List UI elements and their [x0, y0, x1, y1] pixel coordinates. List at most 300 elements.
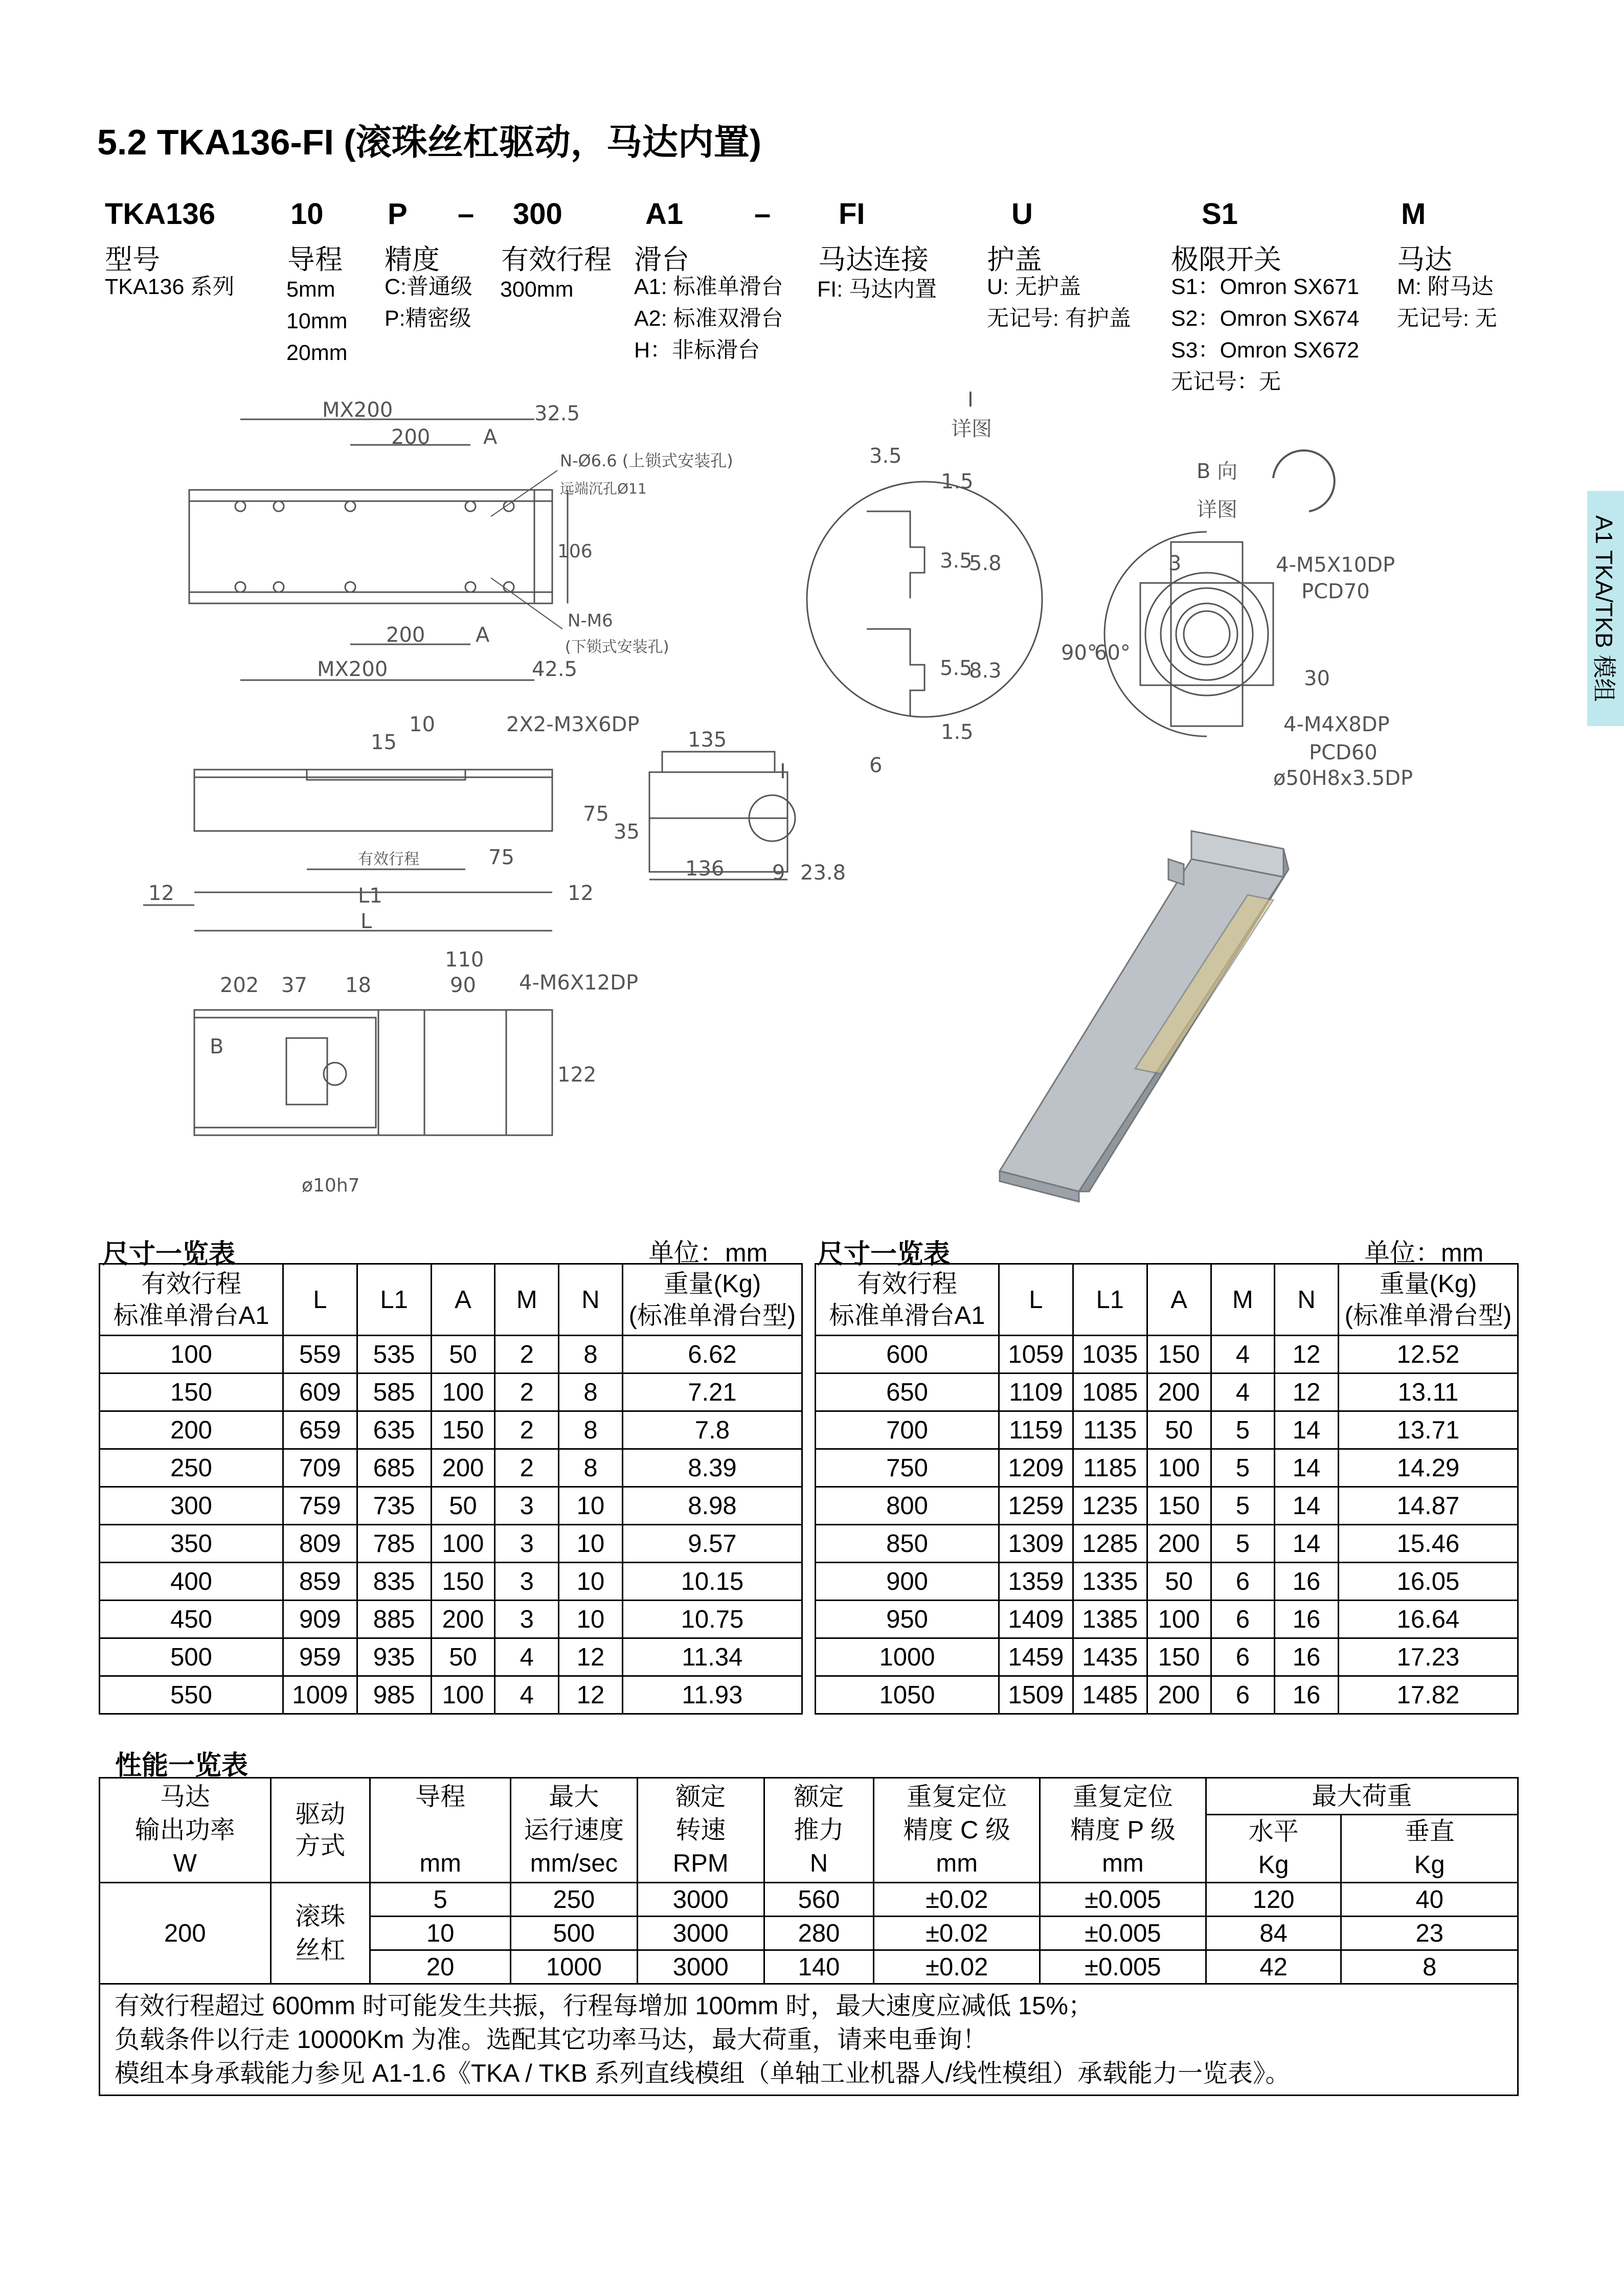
header-lead: 导程 mm	[370, 1778, 511, 1883]
cell-l: 1209	[999, 1449, 1073, 1487]
cell-n: 14	[1275, 1449, 1339, 1487]
cell-weight: 17.23	[1338, 1638, 1518, 1676]
cell-l: 959	[283, 1638, 357, 1676]
code-dash-1: –	[458, 197, 475, 231]
cell-l1: 1035	[1073, 1336, 1147, 1374]
dim-135: 135	[688, 728, 727, 752]
code-model: TKA136	[105, 197, 215, 231]
cell-weight: 10.15	[622, 1563, 802, 1601]
cell-l1: 685	[357, 1449, 431, 1487]
cell-n: 16	[1275, 1601, 1339, 1638]
cell-repeatability-p: ±0.005	[1040, 1883, 1206, 1917]
cell-l1: 585	[357, 1374, 431, 1411]
caption-motor: 马达	[1397, 244, 1452, 275]
cell-stroke: 200	[100, 1411, 283, 1449]
motor-power-value: 200	[100, 1883, 271, 1984]
dimension-row	[816, 1336, 1518, 1374]
note-n-hole-top: N-Ø6.6 (上锁式安装孔)	[560, 451, 733, 470]
cell-l: 1009	[283, 1676, 357, 1714]
cell-l1: 1135	[1073, 1411, 1147, 1449]
code-motor-connection: FI	[839, 197, 865, 231]
cell-m: 4	[1211, 1374, 1275, 1411]
dim-12-left: 12	[148, 882, 174, 905]
performance-table	[99, 1777, 1519, 2096]
code-motor: M	[1401, 197, 1426, 231]
cell-weight: 17.82	[1338, 1676, 1518, 1714]
code-dash-2: –	[754, 197, 771, 231]
cell-l: 709	[283, 1449, 357, 1487]
cell-l: 1459	[999, 1638, 1073, 1676]
cell-stroke: 350	[100, 1525, 283, 1563]
cell-weight: 9.57	[622, 1525, 802, 1563]
header-l1: L1	[357, 1264, 431, 1336]
angle-90: 90°	[1061, 641, 1097, 665]
cell-a: 200	[431, 1449, 495, 1487]
header-l: L	[999, 1264, 1073, 1336]
cell-horizontal-load: 84	[1206, 1917, 1341, 1950]
cell-l: 809	[283, 1525, 357, 1563]
cell-repeatability-c: ±0.02	[874, 1883, 1040, 1917]
dim-106: 106	[557, 541, 593, 562]
note-bore: ø50H8x3.5DP	[1273, 767, 1413, 790]
label-effective-stroke: 有效行程	[358, 850, 419, 868]
cell-m: 5	[1211, 1411, 1275, 1449]
cell-weight: 7.21	[622, 1374, 802, 1411]
dimension-row	[816, 1487, 1518, 1525]
cell-thrust: 560	[764, 1883, 874, 1917]
dim-32-5: 32.5	[534, 402, 580, 425]
cell-l1: 635	[357, 1411, 431, 1449]
cell-l: 859	[283, 1563, 357, 1601]
cell-weight: 14.87	[1338, 1487, 1518, 1525]
cell-a: 100	[431, 1676, 495, 1714]
performance-row-5	[100, 1883, 1518, 1917]
cell-l1: 1285	[1073, 1525, 1147, 1563]
performance-notes-row	[100, 1984, 1518, 2096]
dim-75-end: 75	[583, 802, 609, 826]
options-slider: A1: 标准单滑台 A2: 标准双滑台 H：非标滑台	[634, 275, 783, 363]
cell-repeatability-p: ±0.005	[1040, 1950, 1206, 1984]
cell-rpm: 3000	[637, 1883, 764, 1917]
cell-l1: 835	[357, 1563, 431, 1601]
page-title: 5.2 TKA136-FI (滚珠丝杠驱动，马达内置)	[97, 122, 761, 162]
cell-repeatability-c: ±0.02	[874, 1950, 1040, 1984]
cell-l: 559	[283, 1336, 357, 1374]
top-view-drawing	[189, 419, 568, 680]
dimension-row	[816, 1563, 1518, 1601]
cell-thrust: 140	[764, 1950, 874, 1984]
cell-n: 14	[1275, 1525, 1339, 1563]
cell-stroke: 850	[816, 1525, 999, 1563]
cell-l: 659	[283, 1411, 357, 1449]
note-pcd60: PCD60	[1309, 741, 1378, 764]
dimension-row	[100, 1336, 802, 1374]
dim-3: 3	[1168, 552, 1182, 575]
cell-repeatability-p: ±0.005	[1040, 1917, 1206, 1950]
cell-a: 150	[431, 1563, 495, 1601]
detail-i-drawing	[807, 482, 1042, 717]
cell-m: 3	[495, 1525, 559, 1563]
dimension-row	[816, 1638, 1518, 1676]
dimension-row	[100, 1449, 802, 1487]
options-model: TKA136 系列	[105, 275, 235, 299]
dimension-row	[816, 1411, 1518, 1449]
header-l: L	[283, 1264, 357, 1336]
dimension-row	[100, 1487, 802, 1525]
cell-l1: 885	[357, 1601, 431, 1638]
dim-6: 6	[869, 754, 883, 777]
note-n-hole-bottom: (下锁式安装孔)	[565, 638, 669, 656]
cell-lead: 5	[370, 1883, 511, 1917]
header-rated-thrust: 额定 推力 N	[764, 1778, 874, 1883]
header-weight: 重量(Kg) (标准单滑台型)	[1338, 1264, 1518, 1336]
cell-stroke: 100	[100, 1336, 283, 1374]
options-motor-connection: FI: 马达内置	[817, 277, 937, 302]
cell-n: 12	[1275, 1374, 1339, 1411]
cell-n: 16	[1275, 1638, 1339, 1676]
dim-9: 9	[772, 861, 785, 885]
options-limit-switch: S1：Omron SX671 S2：Omron SX674 S3：Omron SX672 无记号：无	[1171, 275, 1360, 394]
detail-b-caption: 详图	[1197, 498, 1237, 522]
caption-stroke: 有效行程	[501, 244, 612, 275]
note-capacity-reference: 模组本身承载能力参见 A1-1.6《TKA / TKB 系列直线模组（单轴工业机器人/线性模组）承载能力一览表》。	[115, 2059, 1291, 2087]
cell-stroke: 750	[816, 1449, 999, 1487]
cell-m: 5	[1211, 1449, 1275, 1487]
cell-m: 4	[495, 1638, 559, 1676]
cell-stroke: 950	[816, 1601, 999, 1638]
note-m4-holes: 4-M4X8DP	[1283, 713, 1390, 736]
cell-weight: 16.05	[1338, 1563, 1518, 1601]
dim-30: 30	[1304, 667, 1330, 690]
header-max-load: 最大荷重	[1206, 1778, 1518, 1815]
cell-m: 2	[495, 1374, 559, 1411]
cell-max-speed: 250	[510, 1883, 637, 1917]
cell-l: 1359	[999, 1563, 1073, 1601]
cell-m: 6	[1211, 1601, 1275, 1638]
header-horizontal: 水平 Kg	[1206, 1815, 1341, 1883]
cell-l: 909	[283, 1601, 357, 1638]
cell-stroke: 400	[100, 1563, 283, 1601]
cell-m: 4	[495, 1676, 559, 1714]
dimension-table-right	[815, 1263, 1519, 1715]
drive-type-value: 滚珠 丝杠	[270, 1883, 370, 1984]
cell-n: 16	[1275, 1563, 1339, 1601]
cell-a: 200	[1147, 1676, 1211, 1714]
dim-mx200-bottom: MX200	[317, 658, 388, 681]
cell-n: 8	[559, 1411, 623, 1449]
cell-n: 8	[559, 1449, 623, 1487]
code-stroke: 300	[513, 197, 562, 231]
cell-n: 12	[559, 1638, 623, 1676]
cell-l1: 785	[357, 1525, 431, 1563]
cell-thrust: 280	[764, 1917, 874, 1950]
cell-max-speed: 500	[510, 1917, 637, 1950]
dim-3-5-side: 3.5	[940, 549, 973, 573]
cell-vertical-load: 23	[1341, 1917, 1518, 1950]
dim-42-5: 42.5	[532, 658, 578, 681]
cell-l1: 1185	[1073, 1449, 1147, 1487]
cell-rpm: 3000	[637, 1950, 764, 1984]
caption-cover: 护盖	[987, 244, 1042, 275]
dimension-row	[816, 1525, 1518, 1563]
dim-l1: L1	[358, 884, 382, 908]
cell-m: 2	[495, 1411, 559, 1449]
dimension-row	[100, 1638, 802, 1676]
cell-stroke: 800	[816, 1487, 999, 1525]
dimension-row	[816, 1601, 1518, 1638]
cell-weight: 10.75	[622, 1601, 802, 1638]
dim-110: 110	[445, 948, 484, 972]
cell-m: 6	[1211, 1563, 1275, 1601]
dim-l: L	[360, 910, 372, 933]
options-lead: 5mm 10mm 20mm	[286, 277, 348, 365]
note-load-condition: 负载条件以行走 10000Km 为准。选配其它功率马达，最大荷重，请来电垂询！	[115, 2025, 987, 2054]
cell-weight: 8.39	[622, 1449, 802, 1487]
detail-b-label: B 向	[1197, 460, 1238, 483]
cell-l1: 1235	[1073, 1487, 1147, 1525]
header-m: M	[495, 1264, 559, 1336]
cell-lead: 20	[370, 1950, 511, 1984]
cell-a: 150	[1147, 1336, 1211, 1374]
header-motor-power: 马达 输出功率 W	[100, 1778, 271, 1883]
dim-10: 10	[409, 713, 435, 736]
cell-l1: 985	[357, 1676, 431, 1714]
note-n-m6: N-M6	[568, 611, 613, 631]
cell-stroke: 1000	[816, 1638, 999, 1676]
dimension-header-row	[816, 1264, 1518, 1336]
product-3d-render	[1000, 831, 1289, 1202]
cell-repeatability-c: ±0.02	[874, 1917, 1040, 1950]
code-lead: 10	[290, 197, 324, 231]
dim-3-5-top: 3.5	[869, 444, 902, 468]
cell-l1: 1485	[1073, 1676, 1147, 1714]
caption-limit-switch: 极限开关	[1171, 244, 1281, 275]
code-cover: U	[1011, 197, 1033, 231]
dimension-header-row	[100, 1264, 802, 1336]
cell-horizontal-load: 120	[1206, 1883, 1341, 1917]
caption-lead: 导程	[287, 244, 343, 275]
detail-i-label: I	[967, 388, 974, 412]
angle-60: 60°	[1094, 641, 1131, 665]
bottom-view-drawing	[194, 1010, 552, 1135]
cell-n: 10	[559, 1601, 623, 1638]
cell-a: 50	[1147, 1563, 1211, 1601]
note-m6-holes: 4-M6X12DP	[519, 971, 639, 995]
cell-a: 200	[431, 1601, 495, 1638]
code-limit-switch: S1	[1202, 197, 1238, 231]
options-motor: M: 附马达 无记号: 无	[1397, 275, 1497, 331]
cell-a: 50	[431, 1638, 495, 1676]
dimension-table-label: 尺寸一览表	[102, 1240, 236, 1269]
cell-m: 3	[495, 1487, 559, 1525]
dimension-table-unit-right: 单位：mm	[1364, 1239, 1484, 1267]
cell-a: 100	[1147, 1601, 1211, 1638]
note-counterbore: 远端沉孔Ø11	[560, 480, 647, 497]
end-view-detail-i: I	[780, 760, 786, 783]
dimension-row	[100, 1411, 802, 1449]
cell-l: 1409	[999, 1601, 1073, 1638]
header-max-speed: 最大 运行速度 mm/sec	[510, 1778, 637, 1883]
dim-5-5: 5.5	[940, 657, 973, 680]
header-stroke: 有效行程 标准单滑台A1	[816, 1264, 999, 1336]
bottom-view-b: B	[210, 1035, 224, 1059]
cell-n: 14	[1275, 1487, 1339, 1525]
cell-stroke: 700	[816, 1411, 999, 1449]
cell-lead: 10	[370, 1917, 511, 1950]
dim-a-top: A	[483, 425, 498, 449]
cell-a: 50	[431, 1336, 495, 1374]
dimension-row	[100, 1676, 802, 1714]
cell-stroke: 500	[100, 1638, 283, 1676]
cell-vertical-load: 40	[1341, 1883, 1518, 1917]
dim-shaft-dia: ø10h7	[302, 1175, 360, 1196]
cell-l1: 1335	[1073, 1563, 1147, 1601]
dimension-row	[816, 1374, 1518, 1411]
dim-15: 15	[371, 731, 397, 754]
cell-stroke: 1050	[816, 1676, 999, 1714]
cell-l1: 535	[357, 1336, 431, 1374]
cell-rpm: 3000	[637, 1917, 764, 1950]
dim-202: 202	[220, 974, 259, 997]
cell-l: 1059	[999, 1336, 1073, 1374]
dim-12-right: 12	[568, 882, 594, 905]
caption-model: 型号	[105, 244, 160, 275]
code-precision: P	[388, 197, 408, 231]
cell-m: 4	[1211, 1336, 1275, 1374]
cell-a: 50	[431, 1487, 495, 1525]
dimension-row	[100, 1525, 802, 1563]
cell-n: 8	[559, 1336, 623, 1374]
header-l1: L1	[1073, 1264, 1147, 1336]
cell-n: 16	[1275, 1676, 1339, 1714]
cell-weight: 16.64	[1338, 1601, 1518, 1638]
cell-weight: 14.29	[1338, 1449, 1518, 1487]
cell-a: 100	[431, 1525, 495, 1563]
cell-l1: 1085	[1073, 1374, 1147, 1411]
cell-a: 200	[1147, 1525, 1211, 1563]
header-repeatability-p: 重复定位 精度 P 级 mm	[1040, 1778, 1206, 1883]
cell-n: 10	[559, 1487, 623, 1525]
caption-motor-connection: 马达连接	[818, 244, 929, 275]
cell-m: 2	[495, 1336, 559, 1374]
dim-200-top: 200	[391, 425, 431, 449]
cell-m: 3	[495, 1601, 559, 1638]
dimension-table-unit-left: 单位：mm	[648, 1239, 768, 1267]
cell-stroke: 150	[100, 1374, 283, 1411]
dim-1-5-top: 1.5	[941, 470, 974, 493]
cell-horizontal-load: 42	[1206, 1950, 1341, 1984]
cell-n: 12	[559, 1676, 623, 1714]
cell-l1: 1435	[1073, 1638, 1147, 1676]
cell-vertical-load: 8	[1341, 1950, 1518, 1984]
cell-weight: 13.11	[1338, 1374, 1518, 1411]
cell-a: 200	[1147, 1374, 1211, 1411]
header-n: N	[1275, 1264, 1339, 1336]
cell-a: 150	[431, 1411, 495, 1449]
header-weight: 重量(Kg) (标准单滑台型)	[622, 1264, 802, 1336]
note-m5-holes: 4-M5X10DP	[1276, 553, 1395, 577]
dim-35: 35	[614, 820, 640, 844]
cell-m: 2	[495, 1449, 559, 1487]
cell-m: 5	[1211, 1487, 1275, 1525]
detail-b-drawing	[1104, 451, 1335, 736]
header-a: A	[431, 1264, 495, 1336]
dimension-row	[816, 1676, 1518, 1714]
cell-a: 150	[1147, 1638, 1211, 1676]
cell-l: 609	[283, 1374, 357, 1411]
dimension-row	[100, 1374, 802, 1411]
cell-stroke: 600	[816, 1336, 999, 1374]
cell-n: 10	[559, 1563, 623, 1601]
cell-l1: 735	[357, 1487, 431, 1525]
caption-precision: 精度	[385, 244, 440, 275]
cell-n: 10	[559, 1525, 623, 1563]
code-slider: A1	[645, 197, 684, 231]
cell-weight: 8.98	[622, 1487, 802, 1525]
header-repeatability-c: 重复定位 精度 C 级 mm	[874, 1778, 1040, 1883]
header-drive-type: 驱动 方式	[270, 1778, 370, 1883]
dim-8-3: 8.3	[969, 659, 1002, 683]
cell-max-speed: 1000	[510, 1950, 637, 1984]
dimension-table-label-right: 尺寸一览表	[817, 1240, 951, 1269]
cell-weight: 15.46	[1338, 1525, 1518, 1563]
dimension-table-left	[99, 1263, 803, 1715]
cell-l: 759	[283, 1487, 357, 1525]
cell-stroke: 250	[100, 1449, 283, 1487]
note-m3-holes: 2X2-M3X6DP	[506, 713, 640, 736]
cell-l1: 1385	[1073, 1601, 1147, 1638]
cell-weight: 12.52	[1338, 1336, 1518, 1374]
cell-weight: 6.62	[622, 1336, 802, 1374]
cell-l: 1159	[999, 1411, 1073, 1449]
side-tab-label: A1 TKA/TKB 模组	[1591, 515, 1617, 702]
cell-weight: 11.93	[622, 1676, 802, 1714]
cell-stroke: 450	[100, 1601, 283, 1638]
cell-l: 1259	[999, 1487, 1073, 1525]
note-pcd70: PCD70	[1301, 580, 1370, 603]
dimension-row	[100, 1563, 802, 1601]
dim-75-side: 75	[488, 846, 514, 869]
cell-stroke: 900	[816, 1563, 999, 1601]
performance-table-label: 性能一览表	[115, 1751, 249, 1781]
dim-90: 90	[450, 974, 476, 997]
cell-a: 100	[431, 1374, 495, 1411]
dim-5-8: 5.8	[969, 552, 1002, 575]
dim-37: 37	[281, 974, 307, 997]
detail-i-caption: 详图	[951, 417, 992, 441]
cell-n: 12	[1275, 1336, 1339, 1374]
dim-200-bottom: 200	[386, 623, 425, 647]
cell-stroke: 650	[816, 1374, 999, 1411]
cell-n: 14	[1275, 1411, 1339, 1449]
cell-l: 1309	[999, 1525, 1073, 1563]
cell-l1: 935	[357, 1638, 431, 1676]
header-vertical: 垂直 Kg	[1341, 1815, 1518, 1883]
dim-1-5-bottom: 1.5	[941, 721, 974, 744]
dim-122: 122	[557, 1063, 597, 1087]
dim-mx200-top: MX200	[322, 398, 393, 422]
caption-slider: 滑台	[634, 244, 689, 275]
header-a: A	[1147, 1264, 1211, 1336]
cell-a: 150	[1147, 1487, 1211, 1525]
cell-l: 1509	[999, 1676, 1073, 1714]
dim-136: 136	[685, 857, 725, 881]
cell-stroke: 550	[100, 1676, 283, 1714]
cell-a: 100	[1147, 1449, 1211, 1487]
cell-weight: 7.8	[622, 1411, 802, 1449]
note-resonance: 有效行程超过 600mm 时可能发生共振，行程每增加 100mm 时，最大速度应减低 15%；	[115, 1992, 1093, 2020]
cell-weight: 13.71	[1338, 1411, 1518, 1449]
